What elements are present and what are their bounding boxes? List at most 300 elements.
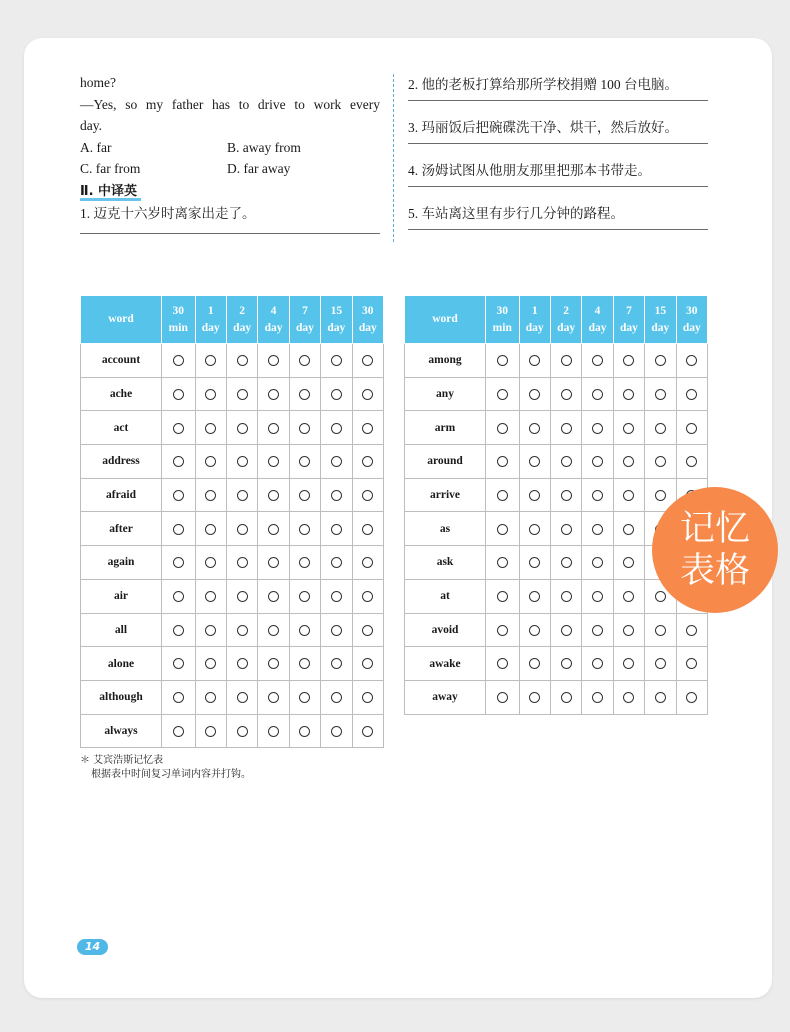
review-cell[interactable] bbox=[486, 613, 520, 647]
review-cell[interactable] bbox=[550, 647, 581, 681]
review-cell[interactable] bbox=[352, 478, 383, 512]
checkbox-circle-icon[interactable] bbox=[299, 524, 310, 535]
review-cell[interactable] bbox=[645, 445, 676, 479]
checkbox-circle-icon[interactable] bbox=[173, 557, 184, 568]
review-cell[interactable] bbox=[226, 478, 257, 512]
review-cell[interactable] bbox=[486, 344, 520, 378]
review-cell[interactable] bbox=[352, 377, 383, 411]
checkbox-circle-icon[interactable] bbox=[237, 389, 248, 400]
review-cell[interactable] bbox=[582, 680, 613, 714]
checkbox-circle-icon[interactable] bbox=[561, 524, 572, 535]
checkbox-circle-icon[interactable] bbox=[173, 524, 184, 535]
checkbox-circle-icon[interactable] bbox=[655, 658, 666, 669]
review-cell[interactable] bbox=[195, 478, 226, 512]
checkbox-circle-icon[interactable] bbox=[686, 423, 697, 434]
review-cell[interactable] bbox=[289, 647, 320, 681]
review-cell[interactable] bbox=[195, 512, 226, 546]
checkbox-circle-icon[interactable] bbox=[497, 423, 508, 434]
checkbox-circle-icon[interactable] bbox=[331, 389, 342, 400]
checkbox-circle-icon[interactable] bbox=[561, 557, 572, 568]
review-cell[interactable] bbox=[486, 478, 520, 512]
review-cell[interactable] bbox=[645, 344, 676, 378]
checkbox-circle-icon[interactable] bbox=[331, 625, 342, 636]
review-cell[interactable] bbox=[321, 613, 352, 647]
checkbox-circle-icon[interactable] bbox=[268, 726, 279, 737]
review-cell[interactable] bbox=[226, 377, 257, 411]
review-cell[interactable] bbox=[226, 445, 257, 479]
review-cell[interactable] bbox=[258, 344, 289, 378]
checkbox-circle-icon[interactable] bbox=[205, 524, 216, 535]
review-cell[interactable] bbox=[162, 714, 196, 748]
review-cell[interactable] bbox=[258, 546, 289, 580]
review-cell[interactable] bbox=[486, 579, 520, 613]
review-cell[interactable] bbox=[321, 512, 352, 546]
checkbox-circle-icon[interactable] bbox=[362, 355, 373, 366]
checkbox-circle-icon[interactable] bbox=[561, 658, 572, 669]
review-cell[interactable] bbox=[289, 546, 320, 580]
checkbox-circle-icon[interactable] bbox=[529, 692, 540, 703]
review-cell[interactable] bbox=[676, 411, 707, 445]
checkbox-circle-icon[interactable] bbox=[655, 456, 666, 467]
review-cell[interactable] bbox=[486, 680, 520, 714]
checkbox-circle-icon[interactable] bbox=[623, 355, 634, 366]
checkbox-circle-icon[interactable] bbox=[592, 591, 603, 602]
review-cell[interactable] bbox=[582, 344, 613, 378]
review-cell[interactable] bbox=[258, 411, 289, 445]
checkbox-circle-icon[interactable] bbox=[529, 456, 540, 467]
review-cell[interactable] bbox=[162, 546, 196, 580]
checkbox-circle-icon[interactable] bbox=[362, 557, 373, 568]
checkbox-circle-icon[interactable] bbox=[299, 625, 310, 636]
review-cell[interactable] bbox=[613, 377, 644, 411]
checkbox-circle-icon[interactable] bbox=[237, 625, 248, 636]
review-cell[interactable] bbox=[352, 546, 383, 580]
review-cell[interactable] bbox=[550, 445, 581, 479]
checkbox-circle-icon[interactable] bbox=[237, 456, 248, 467]
checkbox-circle-icon[interactable] bbox=[173, 625, 184, 636]
checkbox-circle-icon[interactable] bbox=[592, 456, 603, 467]
checkbox-circle-icon[interactable] bbox=[331, 692, 342, 703]
checkbox-circle-icon[interactable] bbox=[561, 456, 572, 467]
checkbox-circle-icon[interactable] bbox=[623, 625, 634, 636]
review-cell[interactable] bbox=[226, 344, 257, 378]
review-cell[interactable] bbox=[352, 445, 383, 479]
review-cell[interactable] bbox=[486, 512, 520, 546]
checkbox-circle-icon[interactable] bbox=[686, 692, 697, 703]
review-cell[interactable] bbox=[519, 411, 550, 445]
checkbox-circle-icon[interactable] bbox=[173, 591, 184, 602]
checkbox-circle-icon[interactable] bbox=[205, 490, 216, 501]
checkbox-circle-icon[interactable] bbox=[655, 355, 666, 366]
review-cell[interactable] bbox=[519, 377, 550, 411]
review-cell[interactable] bbox=[550, 512, 581, 546]
checkbox-circle-icon[interactable] bbox=[686, 456, 697, 467]
checkbox-circle-icon[interactable] bbox=[592, 355, 603, 366]
checkbox-circle-icon[interactable] bbox=[331, 490, 342, 501]
review-cell[interactable] bbox=[226, 579, 257, 613]
checkbox-circle-icon[interactable] bbox=[686, 625, 697, 636]
checkbox-circle-icon[interactable] bbox=[299, 456, 310, 467]
checkbox-circle-icon[interactable] bbox=[655, 625, 666, 636]
review-cell[interactable] bbox=[645, 411, 676, 445]
checkbox-circle-icon[interactable] bbox=[205, 456, 216, 467]
review-cell[interactable] bbox=[162, 445, 196, 479]
checkbox-circle-icon[interactable] bbox=[529, 625, 540, 636]
checkbox-circle-icon[interactable] bbox=[362, 456, 373, 467]
checkbox-circle-icon[interactable] bbox=[173, 389, 184, 400]
checkbox-circle-icon[interactable] bbox=[655, 389, 666, 400]
review-cell[interactable] bbox=[321, 647, 352, 681]
checkbox-circle-icon[interactable] bbox=[237, 726, 248, 737]
review-cell[interactable] bbox=[226, 546, 257, 580]
review-cell[interactable] bbox=[352, 680, 383, 714]
review-cell[interactable] bbox=[258, 680, 289, 714]
checkbox-circle-icon[interactable] bbox=[268, 456, 279, 467]
review-cell[interactable] bbox=[195, 344, 226, 378]
checkbox-circle-icon[interactable] bbox=[205, 389, 216, 400]
checkbox-circle-icon[interactable] bbox=[299, 557, 310, 568]
review-cell[interactable] bbox=[550, 579, 581, 613]
checkbox-circle-icon[interactable] bbox=[362, 524, 373, 535]
checkbox-circle-icon[interactable] bbox=[561, 389, 572, 400]
review-cell[interactable] bbox=[162, 680, 196, 714]
review-cell[interactable] bbox=[550, 680, 581, 714]
review-cell[interactable] bbox=[352, 579, 383, 613]
review-cell[interactable] bbox=[582, 411, 613, 445]
review-cell[interactable] bbox=[162, 478, 196, 512]
review-cell[interactable] bbox=[550, 478, 581, 512]
checkbox-circle-icon[interactable] bbox=[592, 658, 603, 669]
checkbox-circle-icon[interactable] bbox=[205, 692, 216, 703]
review-cell[interactable] bbox=[519, 647, 550, 681]
review-cell[interactable] bbox=[519, 512, 550, 546]
checkbox-circle-icon[interactable] bbox=[362, 423, 373, 434]
review-cell[interactable] bbox=[519, 445, 550, 479]
review-cell[interactable] bbox=[550, 344, 581, 378]
review-cell[interactable] bbox=[289, 445, 320, 479]
review-cell[interactable] bbox=[486, 445, 520, 479]
review-cell[interactable] bbox=[582, 647, 613, 681]
checkbox-circle-icon[interactable] bbox=[362, 490, 373, 501]
review-cell[interactable] bbox=[519, 680, 550, 714]
review-cell[interactable] bbox=[519, 579, 550, 613]
checkbox-circle-icon[interactable] bbox=[592, 625, 603, 636]
checkbox-circle-icon[interactable] bbox=[362, 625, 373, 636]
checkbox-circle-icon[interactable] bbox=[173, 423, 184, 434]
checkbox-circle-icon[interactable] bbox=[497, 524, 508, 535]
review-cell[interactable] bbox=[582, 546, 613, 580]
review-cell[interactable] bbox=[321, 344, 352, 378]
checkbox-circle-icon[interactable] bbox=[299, 423, 310, 434]
checkbox-circle-icon[interactable] bbox=[268, 524, 279, 535]
review-cell[interactable] bbox=[195, 411, 226, 445]
checkbox-circle-icon[interactable] bbox=[592, 524, 603, 535]
review-cell[interactable] bbox=[289, 344, 320, 378]
checkbox-circle-icon[interactable] bbox=[299, 726, 310, 737]
checkbox-circle-icon[interactable] bbox=[173, 490, 184, 501]
checkbox-circle-icon[interactable] bbox=[237, 658, 248, 669]
review-cell[interactable] bbox=[582, 512, 613, 546]
review-cell[interactable] bbox=[486, 546, 520, 580]
review-cell[interactable] bbox=[226, 714, 257, 748]
checkbox-circle-icon[interactable] bbox=[362, 658, 373, 669]
review-cell[interactable] bbox=[321, 714, 352, 748]
review-cell[interactable] bbox=[676, 377, 707, 411]
checkbox-circle-icon[interactable] bbox=[529, 423, 540, 434]
checkbox-circle-icon[interactable] bbox=[561, 625, 572, 636]
checkbox-circle-icon[interactable] bbox=[331, 726, 342, 737]
checkbox-circle-icon[interactable] bbox=[623, 591, 634, 602]
review-cell[interactable] bbox=[352, 714, 383, 748]
checkbox-circle-icon[interactable] bbox=[623, 423, 634, 434]
checkbox-circle-icon[interactable] bbox=[237, 524, 248, 535]
review-cell[interactable] bbox=[195, 377, 226, 411]
checkbox-circle-icon[interactable] bbox=[205, 726, 216, 737]
review-cell[interactable] bbox=[289, 512, 320, 546]
review-cell[interactable] bbox=[352, 613, 383, 647]
checkbox-circle-icon[interactable] bbox=[362, 389, 373, 400]
checkbox-circle-icon[interactable] bbox=[655, 591, 666, 602]
checkbox-circle-icon[interactable] bbox=[237, 692, 248, 703]
checkbox-circle-icon[interactable] bbox=[268, 591, 279, 602]
checkbox-circle-icon[interactable] bbox=[205, 591, 216, 602]
review-cell[interactable] bbox=[645, 377, 676, 411]
review-cell[interactable] bbox=[258, 579, 289, 613]
checkbox-circle-icon[interactable] bbox=[623, 389, 634, 400]
review-cell[interactable] bbox=[289, 613, 320, 647]
review-cell[interactable] bbox=[676, 680, 707, 714]
review-cell[interactable] bbox=[519, 478, 550, 512]
review-cell[interactable] bbox=[613, 411, 644, 445]
answer-line[interactable] bbox=[408, 229, 708, 230]
review-cell[interactable] bbox=[195, 714, 226, 748]
checkbox-circle-icon[interactable] bbox=[331, 355, 342, 366]
checkbox-circle-icon[interactable] bbox=[237, 557, 248, 568]
review-cell[interactable] bbox=[258, 377, 289, 411]
checkbox-circle-icon[interactable] bbox=[237, 490, 248, 501]
checkbox-circle-icon[interactable] bbox=[623, 524, 634, 535]
checkbox-circle-icon[interactable] bbox=[686, 389, 697, 400]
review-cell[interactable] bbox=[289, 714, 320, 748]
review-cell[interactable] bbox=[613, 344, 644, 378]
checkbox-circle-icon[interactable] bbox=[529, 389, 540, 400]
review-cell[interactable] bbox=[226, 411, 257, 445]
review-cell[interactable] bbox=[162, 647, 196, 681]
review-cell[interactable] bbox=[676, 647, 707, 681]
checkbox-circle-icon[interactable] bbox=[268, 389, 279, 400]
review-cell[interactable] bbox=[162, 344, 196, 378]
review-cell[interactable] bbox=[258, 647, 289, 681]
checkbox-circle-icon[interactable] bbox=[623, 692, 634, 703]
checkbox-circle-icon[interactable] bbox=[529, 658, 540, 669]
checkbox-circle-icon[interactable] bbox=[331, 658, 342, 669]
checkbox-circle-icon[interactable] bbox=[497, 625, 508, 636]
review-cell[interactable] bbox=[352, 647, 383, 681]
review-cell[interactable] bbox=[613, 478, 644, 512]
review-cell[interactable] bbox=[613, 680, 644, 714]
checkbox-circle-icon[interactable] bbox=[268, 692, 279, 703]
review-cell[interactable] bbox=[226, 613, 257, 647]
review-cell[interactable] bbox=[645, 613, 676, 647]
review-cell[interactable] bbox=[519, 546, 550, 580]
checkbox-circle-icon[interactable] bbox=[529, 490, 540, 501]
checkbox-circle-icon[interactable] bbox=[268, 423, 279, 434]
review-cell[interactable] bbox=[289, 478, 320, 512]
review-cell[interactable] bbox=[519, 613, 550, 647]
checkbox-circle-icon[interactable] bbox=[497, 456, 508, 467]
review-cell[interactable] bbox=[289, 377, 320, 411]
checkbox-circle-icon[interactable] bbox=[561, 490, 572, 501]
checkbox-circle-icon[interactable] bbox=[299, 658, 310, 669]
review-cell[interactable] bbox=[645, 680, 676, 714]
review-cell[interactable] bbox=[486, 411, 520, 445]
checkbox-circle-icon[interactable] bbox=[561, 692, 572, 703]
review-cell[interactable] bbox=[613, 512, 644, 546]
answer-line[interactable] bbox=[408, 186, 708, 187]
checkbox-circle-icon[interactable] bbox=[173, 692, 184, 703]
checkbox-circle-icon[interactable] bbox=[497, 658, 508, 669]
checkbox-circle-icon[interactable] bbox=[497, 355, 508, 366]
review-cell[interactable] bbox=[289, 411, 320, 445]
review-cell[interactable] bbox=[519, 344, 550, 378]
checkbox-circle-icon[interactable] bbox=[237, 355, 248, 366]
review-cell[interactable] bbox=[613, 647, 644, 681]
checkbox-circle-icon[interactable] bbox=[592, 389, 603, 400]
review-cell[interactable] bbox=[550, 411, 581, 445]
checkbox-circle-icon[interactable] bbox=[173, 726, 184, 737]
checkbox-circle-icon[interactable] bbox=[592, 490, 603, 501]
checkbox-circle-icon[interactable] bbox=[362, 726, 373, 737]
checkbox-circle-icon[interactable] bbox=[561, 423, 572, 434]
review-cell[interactable] bbox=[258, 478, 289, 512]
review-cell[interactable] bbox=[162, 411, 196, 445]
checkbox-circle-icon[interactable] bbox=[655, 692, 666, 703]
checkbox-circle-icon[interactable] bbox=[592, 692, 603, 703]
review-cell[interactable] bbox=[550, 546, 581, 580]
review-cell[interactable] bbox=[195, 680, 226, 714]
checkbox-circle-icon[interactable] bbox=[173, 456, 184, 467]
checkbox-circle-icon[interactable] bbox=[561, 591, 572, 602]
review-cell[interactable] bbox=[321, 680, 352, 714]
checkbox-circle-icon[interactable] bbox=[623, 490, 634, 501]
answer-line[interactable] bbox=[408, 100, 708, 101]
review-cell[interactable] bbox=[352, 411, 383, 445]
review-cell[interactable] bbox=[321, 546, 352, 580]
review-cell[interactable] bbox=[226, 647, 257, 681]
review-cell[interactable] bbox=[321, 411, 352, 445]
review-cell[interactable] bbox=[550, 377, 581, 411]
checkbox-circle-icon[interactable] bbox=[268, 658, 279, 669]
checkbox-circle-icon[interactable] bbox=[205, 658, 216, 669]
review-cell[interactable] bbox=[613, 579, 644, 613]
checkbox-circle-icon[interactable] bbox=[205, 355, 216, 366]
checkbox-circle-icon[interactable] bbox=[331, 456, 342, 467]
review-cell[interactable] bbox=[162, 613, 196, 647]
checkbox-circle-icon[interactable] bbox=[497, 490, 508, 501]
review-cell[interactable] bbox=[676, 445, 707, 479]
review-cell[interactable] bbox=[258, 445, 289, 479]
review-cell[interactable] bbox=[352, 512, 383, 546]
checkbox-circle-icon[interactable] bbox=[686, 658, 697, 669]
review-cell[interactable] bbox=[645, 647, 676, 681]
review-cell[interactable] bbox=[582, 613, 613, 647]
checkbox-circle-icon[interactable] bbox=[331, 423, 342, 434]
review-cell[interactable] bbox=[162, 377, 196, 411]
checkbox-circle-icon[interactable] bbox=[205, 625, 216, 636]
checkbox-circle-icon[interactable] bbox=[237, 591, 248, 602]
review-cell[interactable] bbox=[195, 546, 226, 580]
review-cell[interactable] bbox=[289, 680, 320, 714]
review-cell[interactable] bbox=[162, 512, 196, 546]
review-cell[interactable] bbox=[162, 579, 196, 613]
review-cell[interactable] bbox=[582, 579, 613, 613]
review-cell[interactable] bbox=[258, 714, 289, 748]
review-cell[interactable] bbox=[352, 344, 383, 378]
checkbox-circle-icon[interactable] bbox=[331, 524, 342, 535]
review-cell[interactable] bbox=[226, 512, 257, 546]
answer-line[interactable] bbox=[80, 225, 380, 234]
checkbox-circle-icon[interactable] bbox=[237, 423, 248, 434]
checkbox-circle-icon[interactable] bbox=[173, 658, 184, 669]
checkbox-circle-icon[interactable] bbox=[623, 658, 634, 669]
checkbox-circle-icon[interactable] bbox=[497, 692, 508, 703]
checkbox-circle-icon[interactable] bbox=[655, 490, 666, 501]
checkbox-circle-icon[interactable] bbox=[205, 557, 216, 568]
checkbox-circle-icon[interactable] bbox=[561, 355, 572, 366]
review-cell[interactable] bbox=[550, 613, 581, 647]
review-cell[interactable] bbox=[613, 613, 644, 647]
checkbox-circle-icon[interactable] bbox=[497, 389, 508, 400]
checkbox-circle-icon[interactable] bbox=[173, 355, 184, 366]
checkbox-circle-icon[interactable] bbox=[268, 490, 279, 501]
review-cell[interactable] bbox=[486, 647, 520, 681]
checkbox-circle-icon[interactable] bbox=[205, 423, 216, 434]
checkbox-circle-icon[interactable] bbox=[623, 456, 634, 467]
answer-line[interactable] bbox=[408, 143, 708, 144]
review-cell[interactable] bbox=[289, 579, 320, 613]
checkbox-circle-icon[interactable] bbox=[529, 524, 540, 535]
checkbox-circle-icon[interactable] bbox=[655, 423, 666, 434]
review-cell[interactable] bbox=[258, 613, 289, 647]
review-cell[interactable] bbox=[582, 478, 613, 512]
review-cell[interactable] bbox=[582, 377, 613, 411]
review-cell[interactable] bbox=[582, 445, 613, 479]
review-cell[interactable] bbox=[486, 377, 520, 411]
review-cell[interactable] bbox=[321, 478, 352, 512]
checkbox-circle-icon[interactable] bbox=[362, 692, 373, 703]
checkbox-circle-icon[interactable] bbox=[268, 557, 279, 568]
review-cell[interactable] bbox=[321, 377, 352, 411]
checkbox-circle-icon[interactable] bbox=[529, 355, 540, 366]
review-cell[interactable] bbox=[195, 445, 226, 479]
checkbox-circle-icon[interactable] bbox=[497, 591, 508, 602]
review-cell[interactable] bbox=[195, 613, 226, 647]
checkbox-circle-icon[interactable] bbox=[529, 591, 540, 602]
review-cell[interactable] bbox=[195, 647, 226, 681]
review-cell[interactable] bbox=[613, 546, 644, 580]
checkbox-circle-icon[interactable] bbox=[299, 692, 310, 703]
review-cell[interactable] bbox=[321, 445, 352, 479]
checkbox-circle-icon[interactable] bbox=[592, 557, 603, 568]
checkbox-circle-icon[interactable] bbox=[686, 355, 697, 366]
checkbox-circle-icon[interactable] bbox=[529, 557, 540, 568]
review-cell[interactable] bbox=[676, 613, 707, 647]
checkbox-circle-icon[interactable] bbox=[268, 355, 279, 366]
review-cell[interactable] bbox=[613, 445, 644, 479]
checkbox-circle-icon[interactable] bbox=[299, 490, 310, 501]
checkbox-circle-icon[interactable] bbox=[592, 423, 603, 434]
checkbox-circle-icon[interactable] bbox=[331, 557, 342, 568]
